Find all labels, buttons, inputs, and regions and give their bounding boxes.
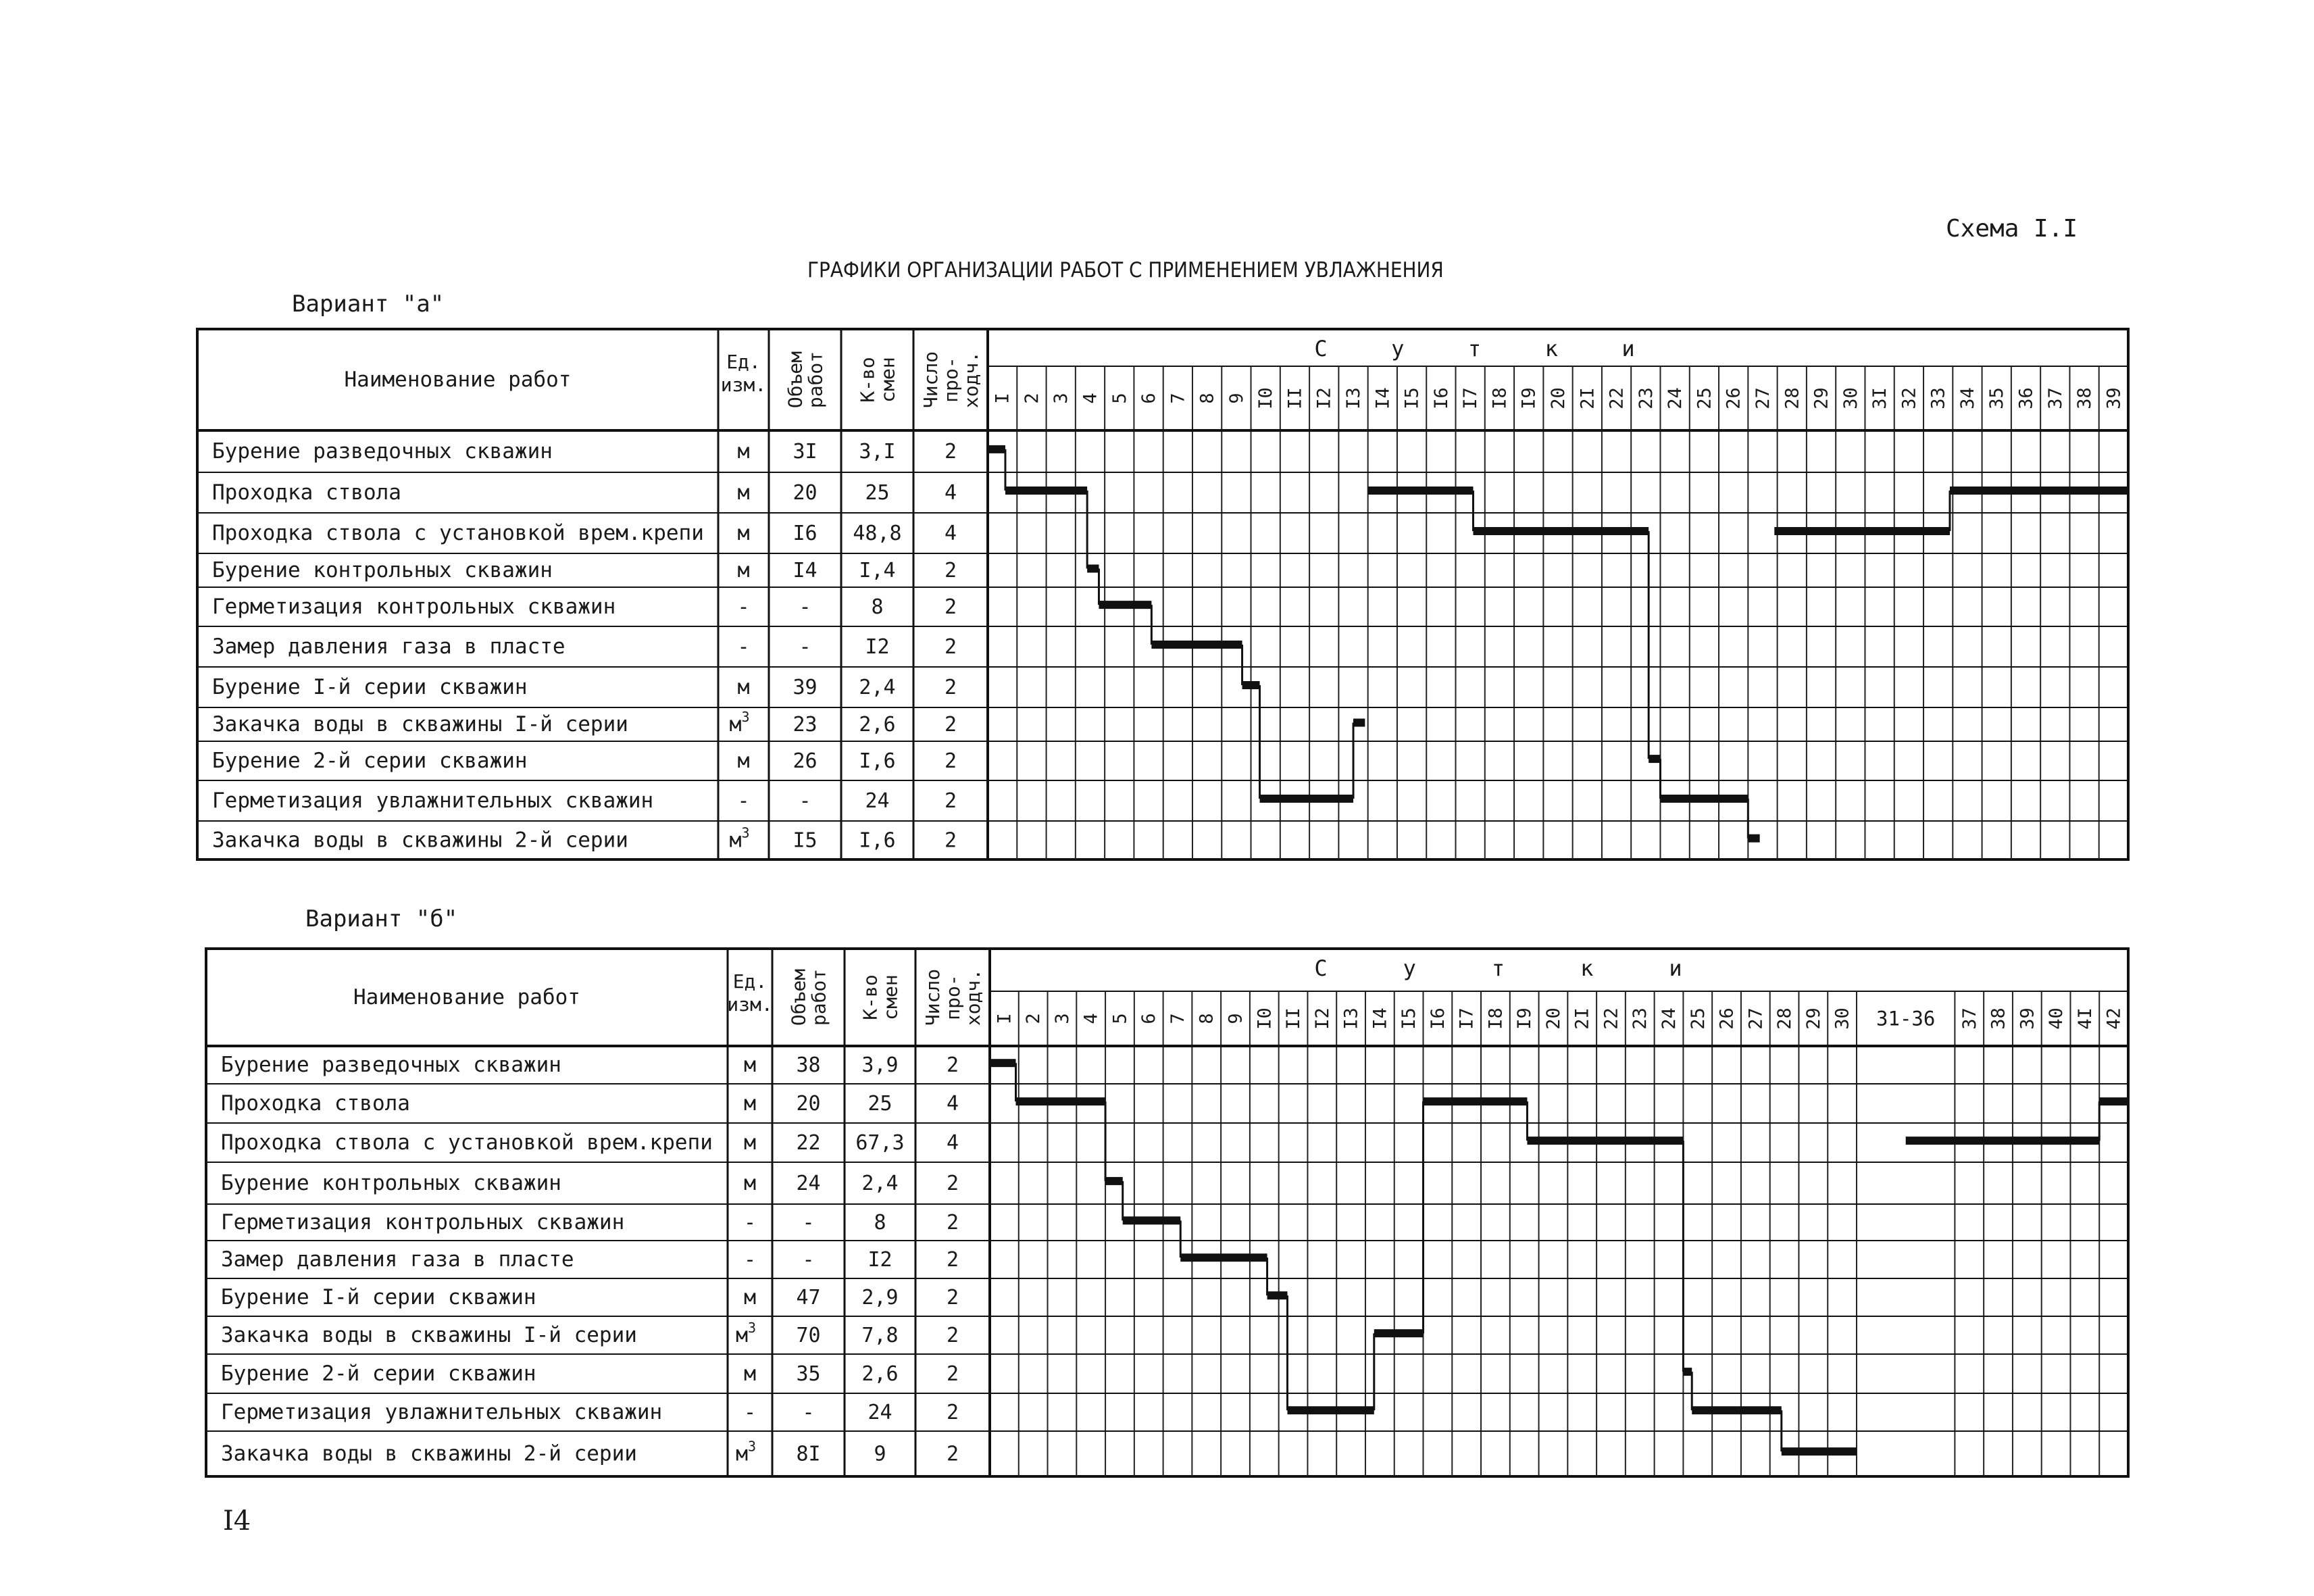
row-work-name: Проходка ствола <box>221 1091 410 1116</box>
day-number-label: I <box>992 393 1013 404</box>
row-volume: 47 <box>796 1286 821 1310</box>
header-passes: ходч. <box>960 351 982 409</box>
row-volume: - <box>799 595 811 619</box>
row-unit: м <box>743 1286 757 1310</box>
day-number-label: 39 <box>2017 1007 2038 1030</box>
day-number-label: 24 <box>1659 1007 1680 1030</box>
day-number-label: 6 <box>1138 393 1160 404</box>
header-passes: про- <box>940 357 962 403</box>
header-volume: работ <box>807 968 830 1026</box>
row-passes: 4 <box>946 1131 959 1155</box>
row-volume: 20 <box>793 481 818 505</box>
header-unit-line2: изм. <box>727 993 773 1016</box>
row-passes: 2 <box>946 1211 959 1235</box>
header-shifts: К-во <box>856 357 879 403</box>
row-volume: 26 <box>793 749 818 773</box>
header-name: Наименование работ <box>344 368 572 392</box>
day-number-label: 23 <box>1635 387 1657 409</box>
row-passes: 2 <box>946 1172 959 1195</box>
row-shifts: 24 <box>867 1401 892 1424</box>
header-unit-line2: изм. <box>720 374 767 396</box>
row-unit: $м^3$ <box>735 1320 757 1347</box>
days-header-letter: у <box>1403 955 1416 981</box>
row-volume: I6 <box>793 522 818 545</box>
day-number-label: I <box>994 1013 1015 1024</box>
day-number-label: 4 <box>1080 393 1101 404</box>
day-number-label: II <box>1283 1007 1305 1030</box>
row-volume: 20 <box>796 1092 821 1116</box>
row-work-name: Герметизация контрольных скважин <box>212 595 616 619</box>
row-passes: 2 <box>946 1401 959 1424</box>
days-header-letter: и <box>1669 955 1682 981</box>
day-number-label: I5 <box>1401 387 1423 409</box>
row-work-name: Бурение I-й серии скважин <box>221 1285 536 1310</box>
row-unit: $м^3$ <box>735 1438 757 1466</box>
day-number-label: 25 <box>1694 387 1715 409</box>
row-volume: I5 <box>793 828 818 853</box>
day-number-label: I5 <box>1399 1007 1420 1030</box>
row-unit: м <box>737 559 750 582</box>
day-number-label: 2I <box>1577 387 1599 409</box>
row-work-name: Закачка воды в скважины I-й серии <box>212 712 628 737</box>
row-unit: - <box>743 1211 757 1235</box>
days-header-letter: у <box>1391 336 1405 361</box>
row-shifts: I2 <box>867 1248 892 1272</box>
row-unit: - <box>743 1248 757 1272</box>
gantt-bar <box>1782 1447 1857 1455</box>
row-passes: 2 <box>944 749 957 773</box>
day-number-label: 35 <box>1986 387 2008 409</box>
day-number-label: 34 <box>1957 387 1978 409</box>
row-volume: 24 <box>796 1172 821 1195</box>
header-passes: ходч. <box>962 968 984 1026</box>
day-number-label: I0 <box>1255 387 1277 409</box>
day-number-label: 8 <box>1197 393 1218 404</box>
gantt-bar <box>1267 1291 1288 1299</box>
day-number-label: 2 <box>1021 393 1042 404</box>
row-shifts: 2,6 <box>861 1362 899 1386</box>
row-shifts: 9 <box>874 1442 886 1466</box>
day-number-label: 27 <box>1745 1007 1767 1030</box>
row-work-name: Бурение контрольных скважин <box>221 1171 561 1195</box>
row-shifts: 48,8 <box>853 522 902 545</box>
day-number-label: 5 <box>1109 393 1130 404</box>
row-work-name: Герметизация контрольных скважин <box>221 1210 625 1235</box>
day-number-label: II <box>1284 387 1306 409</box>
day-number-label: 30 <box>1832 1007 1853 1030</box>
header-unit: Ед. <box>732 970 768 993</box>
row-passes: 4 <box>944 522 957 545</box>
day-number-label: 30 <box>1840 387 1861 409</box>
row-shifts: 8 <box>871 595 884 619</box>
day-number-label: 26 <box>1716 1007 1738 1030</box>
gantt-bar <box>1287 1406 1374 1414</box>
row-shifts: 3,9 <box>861 1053 899 1077</box>
row-passes: 2 <box>946 1286 959 1310</box>
day-number-label: I8 <box>1489 387 1511 409</box>
day-number-label: 25 <box>1687 1007 1709 1030</box>
header-shifts: смен <box>876 357 899 403</box>
row-volume: I4 <box>793 559 818 582</box>
row-passes: 2 <box>944 676 957 699</box>
day-number-label: 29 <box>1811 387 1832 409</box>
row-passes: 2 <box>944 713 957 737</box>
day-number-label: 2 <box>1023 1013 1045 1024</box>
day-number-label: I3 <box>1343 387 1365 409</box>
gantt-bar <box>1105 1177 1123 1185</box>
row-passes: 2 <box>944 559 957 582</box>
row-work-name: Закачка воды в скважины I-й серии <box>221 1323 637 1347</box>
day-number-label: I2 <box>1311 1007 1333 1030</box>
page-title: ГРАФИКИ ОРГАНИЗАЦИИ РАБОТ С ПРИМЕНЕНИЕМ УВЛАЖНЕНИЯ <box>807 258 1444 282</box>
header-volume: Объем <box>787 968 810 1026</box>
day-number-label: 22 <box>1606 387 1628 409</box>
day-number-label: 7 <box>1167 1013 1188 1024</box>
row-passes: 2 <box>946 1248 959 1272</box>
row-work-name: Бурение разведочных скважин <box>221 1053 561 1077</box>
row-shifts: 7,8 <box>861 1324 899 1347</box>
row-unit: м <box>743 1053 757 1077</box>
row-unit: м <box>743 1362 757 1386</box>
row-shifts: 2,9 <box>861 1286 899 1310</box>
header-passes: Число <box>920 351 942 409</box>
gantt-bar <box>990 1059 1015 1067</box>
row-volume: 70 <box>796 1324 821 1347</box>
scheme-label: Схема I.I <box>1946 215 2078 243</box>
header-name: Наименование работ <box>353 985 580 1009</box>
header-shifts: К-во <box>859 974 882 1020</box>
row-work-name: Проходка ствола <box>212 480 401 505</box>
row-unit: м <box>743 1092 757 1116</box>
header-passes: про- <box>942 974 964 1020</box>
day-number-label: 9 <box>1226 393 1247 404</box>
row-passes: 2 <box>944 440 957 464</box>
days-header-letter: к <box>1544 336 1558 361</box>
row-passes: 2 <box>946 1442 959 1466</box>
day-number-label: I6 <box>1427 1007 1449 1030</box>
row-volume: - <box>802 1248 815 1272</box>
variant-a-label: Вариант "а" <box>292 291 445 318</box>
gantt-bar <box>1374 1329 1424 1337</box>
row-shifts: 8 <box>874 1211 886 1235</box>
day-number-label: I2 <box>1313 387 1335 409</box>
row-shifts: 2,6 <box>859 713 896 737</box>
row-work-name: Бурение разведочных скважин <box>212 439 553 464</box>
days-header-letter: т <box>1467 336 1482 361</box>
row-passes: 2 <box>944 828 957 853</box>
row-work-name: Закачка воды в скважины 2-й серии <box>212 828 628 853</box>
row-unit: м <box>737 522 750 545</box>
day-number-label: 27 <box>1752 387 1774 409</box>
row-volume: 35 <box>796 1362 821 1386</box>
row-shifts: 2,4 <box>861 1172 899 1195</box>
row-shifts: 25 <box>865 481 890 505</box>
row-unit: м <box>737 749 750 773</box>
row-volume: - <box>799 635 811 659</box>
day-number-label: 42 <box>2103 1007 2125 1030</box>
row-shifts: 25 <box>867 1092 892 1116</box>
day-number-label: 3I <box>1869 387 1891 409</box>
header-shifts: смен <box>879 974 902 1020</box>
day-number-label: 33 <box>1928 387 1949 409</box>
row-work-name: Закачка воды в скважины 2-й серии <box>221 1441 637 1466</box>
row-passes: 2 <box>944 595 957 619</box>
row-unit: $м^3$ <box>729 824 750 853</box>
row-unit: - <box>737 789 750 813</box>
day-number-label: 7 <box>1167 393 1189 404</box>
row-shifts: 24 <box>865 789 890 813</box>
day-number-label: I8 <box>1485 1007 1507 1030</box>
row-work-name: Замер давления газа в пласте <box>212 634 565 659</box>
row-volume: - <box>802 1211 815 1235</box>
row-unit: м <box>737 676 750 699</box>
row-volume: 38 <box>796 1053 821 1077</box>
row-work-name: Бурение 2-й серии скважин <box>212 749 528 773</box>
day-number-label: 26 <box>1723 387 1744 409</box>
day-number-label: 28 <box>1782 387 1803 409</box>
gantt-bar <box>1423 1097 1527 1105</box>
day-number-label: 24 <box>1665 387 1686 409</box>
row-passes: 2 <box>946 1324 959 1347</box>
day-number-label: 22 <box>1601 1007 1622 1030</box>
variant-b-label: Вариант "б" <box>305 905 458 932</box>
gantt-bar <box>1683 1368 1692 1376</box>
row-passes: 2 <box>946 1053 959 1077</box>
gantt-bar <box>1527 1137 1683 1145</box>
day-number-label: 28 <box>1774 1007 1796 1030</box>
row-work-name: Бурение контрольных скважин <box>212 558 553 582</box>
gantt-bar <box>1906 1137 2100 1145</box>
row-passes: 2 <box>944 789 957 813</box>
row-unit: - <box>737 595 750 619</box>
gantt-bar <box>1180 1253 1267 1262</box>
row-work-name: Замер давления газа в пласте <box>221 1247 574 1272</box>
day-number-label: 4I <box>2074 1007 2096 1030</box>
day-number-label: I9 <box>1514 1007 1536 1030</box>
day-number-label: 4 <box>1080 1013 1102 1024</box>
row-passes: 4 <box>946 1092 959 1116</box>
days-header-letter: и <box>1621 336 1635 361</box>
row-volume: 22 <box>796 1131 821 1155</box>
row-unit: м <box>737 481 750 505</box>
header-volume: Объем <box>784 351 807 409</box>
day-number-label: I4 <box>1372 387 1394 409</box>
day-number-label: 20 <box>1548 387 1569 409</box>
gantt-bar <box>2099 1097 2128 1105</box>
page-number: I4 <box>223 1505 251 1537</box>
row-passes: 4 <box>944 481 957 505</box>
day-number-label: I6 <box>1430 387 1452 409</box>
row-work-name: Герметизация увлажнительных скважин <box>221 1400 663 1424</box>
row-unit: м <box>743 1172 757 1195</box>
row-work-name: Герметизация увлажнительных скважин <box>212 789 654 813</box>
day-number-label: I0 <box>1254 1007 1276 1030</box>
day-number-label: 23 <box>1630 1007 1651 1030</box>
gantt-bar <box>1692 1406 1782 1414</box>
gantt-bar <box>1123 1216 1181 1224</box>
day-number-label: 37 <box>1959 1007 1980 1030</box>
row-work-name: Бурение I-й серии скважин <box>212 675 528 699</box>
row-shifts: I2 <box>865 635 890 659</box>
gantt-bar <box>1015 1097 1105 1105</box>
row-work-name: Проходка ствола с установкой врем.крепи <box>212 521 704 545</box>
row-shifts: I,6 <box>859 749 896 773</box>
row-unit: - <box>743 1401 757 1424</box>
day-number-label: 32 <box>1898 387 1920 409</box>
row-passes: 2 <box>946 1362 959 1386</box>
row-shifts: 67,3 <box>855 1131 905 1155</box>
header-passes: Число <box>922 968 944 1026</box>
day-number-label: 2I <box>1571 1007 1593 1030</box>
day-number-label: 3 <box>1051 393 1072 404</box>
day-number-label: 6 <box>1138 1013 1160 1024</box>
day-number-label: 9 <box>1225 1013 1247 1024</box>
day-number-label: I7 <box>1460 387 1482 409</box>
row-unit: м <box>743 1131 757 1155</box>
day-number-label: 29 <box>1803 1007 1824 1030</box>
row-volume: 3I <box>793 440 818 464</box>
row-volume: - <box>799 789 811 813</box>
row-volume: 8I <box>796 1442 821 1466</box>
row-unit: $м^3$ <box>729 709 750 737</box>
days-header-letter: С <box>1314 955 1328 981</box>
row-volume: 39 <box>793 676 818 699</box>
row-shifts: 2,4 <box>859 676 896 699</box>
day-number-label: 31-36 <box>1876 1007 1936 1030</box>
days-header-letter: к <box>1580 955 1594 981</box>
day-number-label: 39 <box>2103 387 2125 409</box>
day-number-label: I7 <box>1456 1007 1478 1030</box>
header-unit: Ед. <box>726 351 761 373</box>
day-number-label: 38 <box>1988 1007 2009 1030</box>
row-volume: - <box>802 1401 815 1424</box>
row-shifts: I,6 <box>859 828 896 853</box>
row-passes: 2 <box>944 635 957 659</box>
header-volume: работ <box>804 351 827 409</box>
row-shifts: I,4 <box>859 559 896 582</box>
day-number-label: 40 <box>2046 1007 2067 1030</box>
day-number-label: 8 <box>1196 1013 1217 1024</box>
day-number-label: 38 <box>2074 387 2096 409</box>
day-number-label: I9 <box>1518 387 1540 409</box>
day-number-label: 20 <box>1542 1007 1564 1030</box>
day-number-label: 3 <box>1051 1013 1073 1024</box>
row-volume: 23 <box>793 713 818 737</box>
day-number-label: I3 <box>1340 1007 1362 1030</box>
row-unit: м <box>737 440 750 464</box>
row-unit: - <box>737 635 750 659</box>
day-number-label: I4 <box>1369 1007 1391 1030</box>
day-number-label: 5 <box>1109 1013 1131 1024</box>
days-header-letter: т <box>1491 955 1505 981</box>
day-number-label: 37 <box>2044 387 2066 409</box>
row-work-name: Проходка ствола с установкой врем.крепи <box>221 1130 713 1155</box>
row-work-name: Бурение 2-й серии скважин <box>221 1362 536 1386</box>
row-shifts: 3,I <box>859 440 896 464</box>
day-number-label: 36 <box>2015 387 2037 409</box>
days-header-letter: С <box>1314 336 1328 361</box>
